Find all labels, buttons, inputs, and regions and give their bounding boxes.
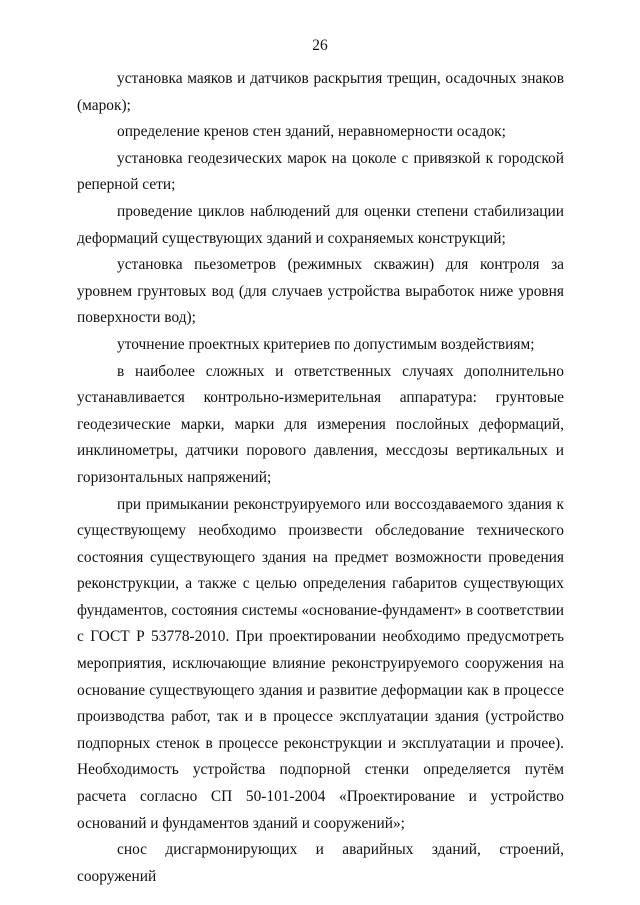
paragraph-geodetic-marks: установка геодезических марок на цоколе с привязкой к городской реперной сети; (77, 149, 564, 194)
paragraph-maps-sensors: установка маяков и датчиков раскрытия трещин, осадочных знаков (марок); (77, 70, 564, 114)
page-number: 26 (312, 37, 328, 54)
paragraph-design-criteria: уточнение проектных критериев по допустимым воздействиям; (117, 335, 535, 353)
paragraph-measuring-equipment: в наиболее сложных и ответственных случаях дополнительно устанавливается контрольно-измерительная аппаратура: грунтовые геодезические марки, марки для измерения послойных деформаций, инклинометры, датчики порового давления, мессдозы вертикальных и горизонтальных напряжений; (77, 362, 564, 486)
document-body (77, 66, 564, 890)
paragraph-demolition: снос дисгармонирующих и аварийных зданий, строений, сооружений (77, 841, 564, 885)
paragraph-adjacent-building: при примыкании реконструируемого или воссоздаваемого здания к существующему необходимо произвести обследование технического состояния существующего здания на предмет возможности проведения реконструкции, а также с целью определения габаритов существующих фундаментов, состояния системы «основание-фундамент» в соответствии с ГОСТ Р 53778-2010. При проектировании необходимо предусмотреть мероприятия, исключающие влияние реконструируемого сооружения на основание существующего здания и развитие деформации как в процессе производства работ, так и в процессе эксплуатации здания (устройство подпорных стенок в процессе реконструкции и эксплуатации и прочее). Необходимость устройства подпорной стенки определяется путём расчета согласно СП 50-101-2004 «Проектирование и устройство оснований и фундаментов зданий и сооружений»; (77, 495, 564, 832)
paragraph-wall-tilt: определение кренов стен зданий, неравномерности осадок; (117, 123, 506, 141)
paragraph-observation-cycles: проведение циклов наблюдений для оценки степени стабилизации деформаций существующих зданий и сохраняемых конструкций; (77, 202, 564, 247)
paragraph-piezometers: установка пьезометров (режимных скважин) для контроля за уровнем грунтовых вод (для случаев устройства выработок ниже уровня поверхности вод); (77, 256, 564, 327)
